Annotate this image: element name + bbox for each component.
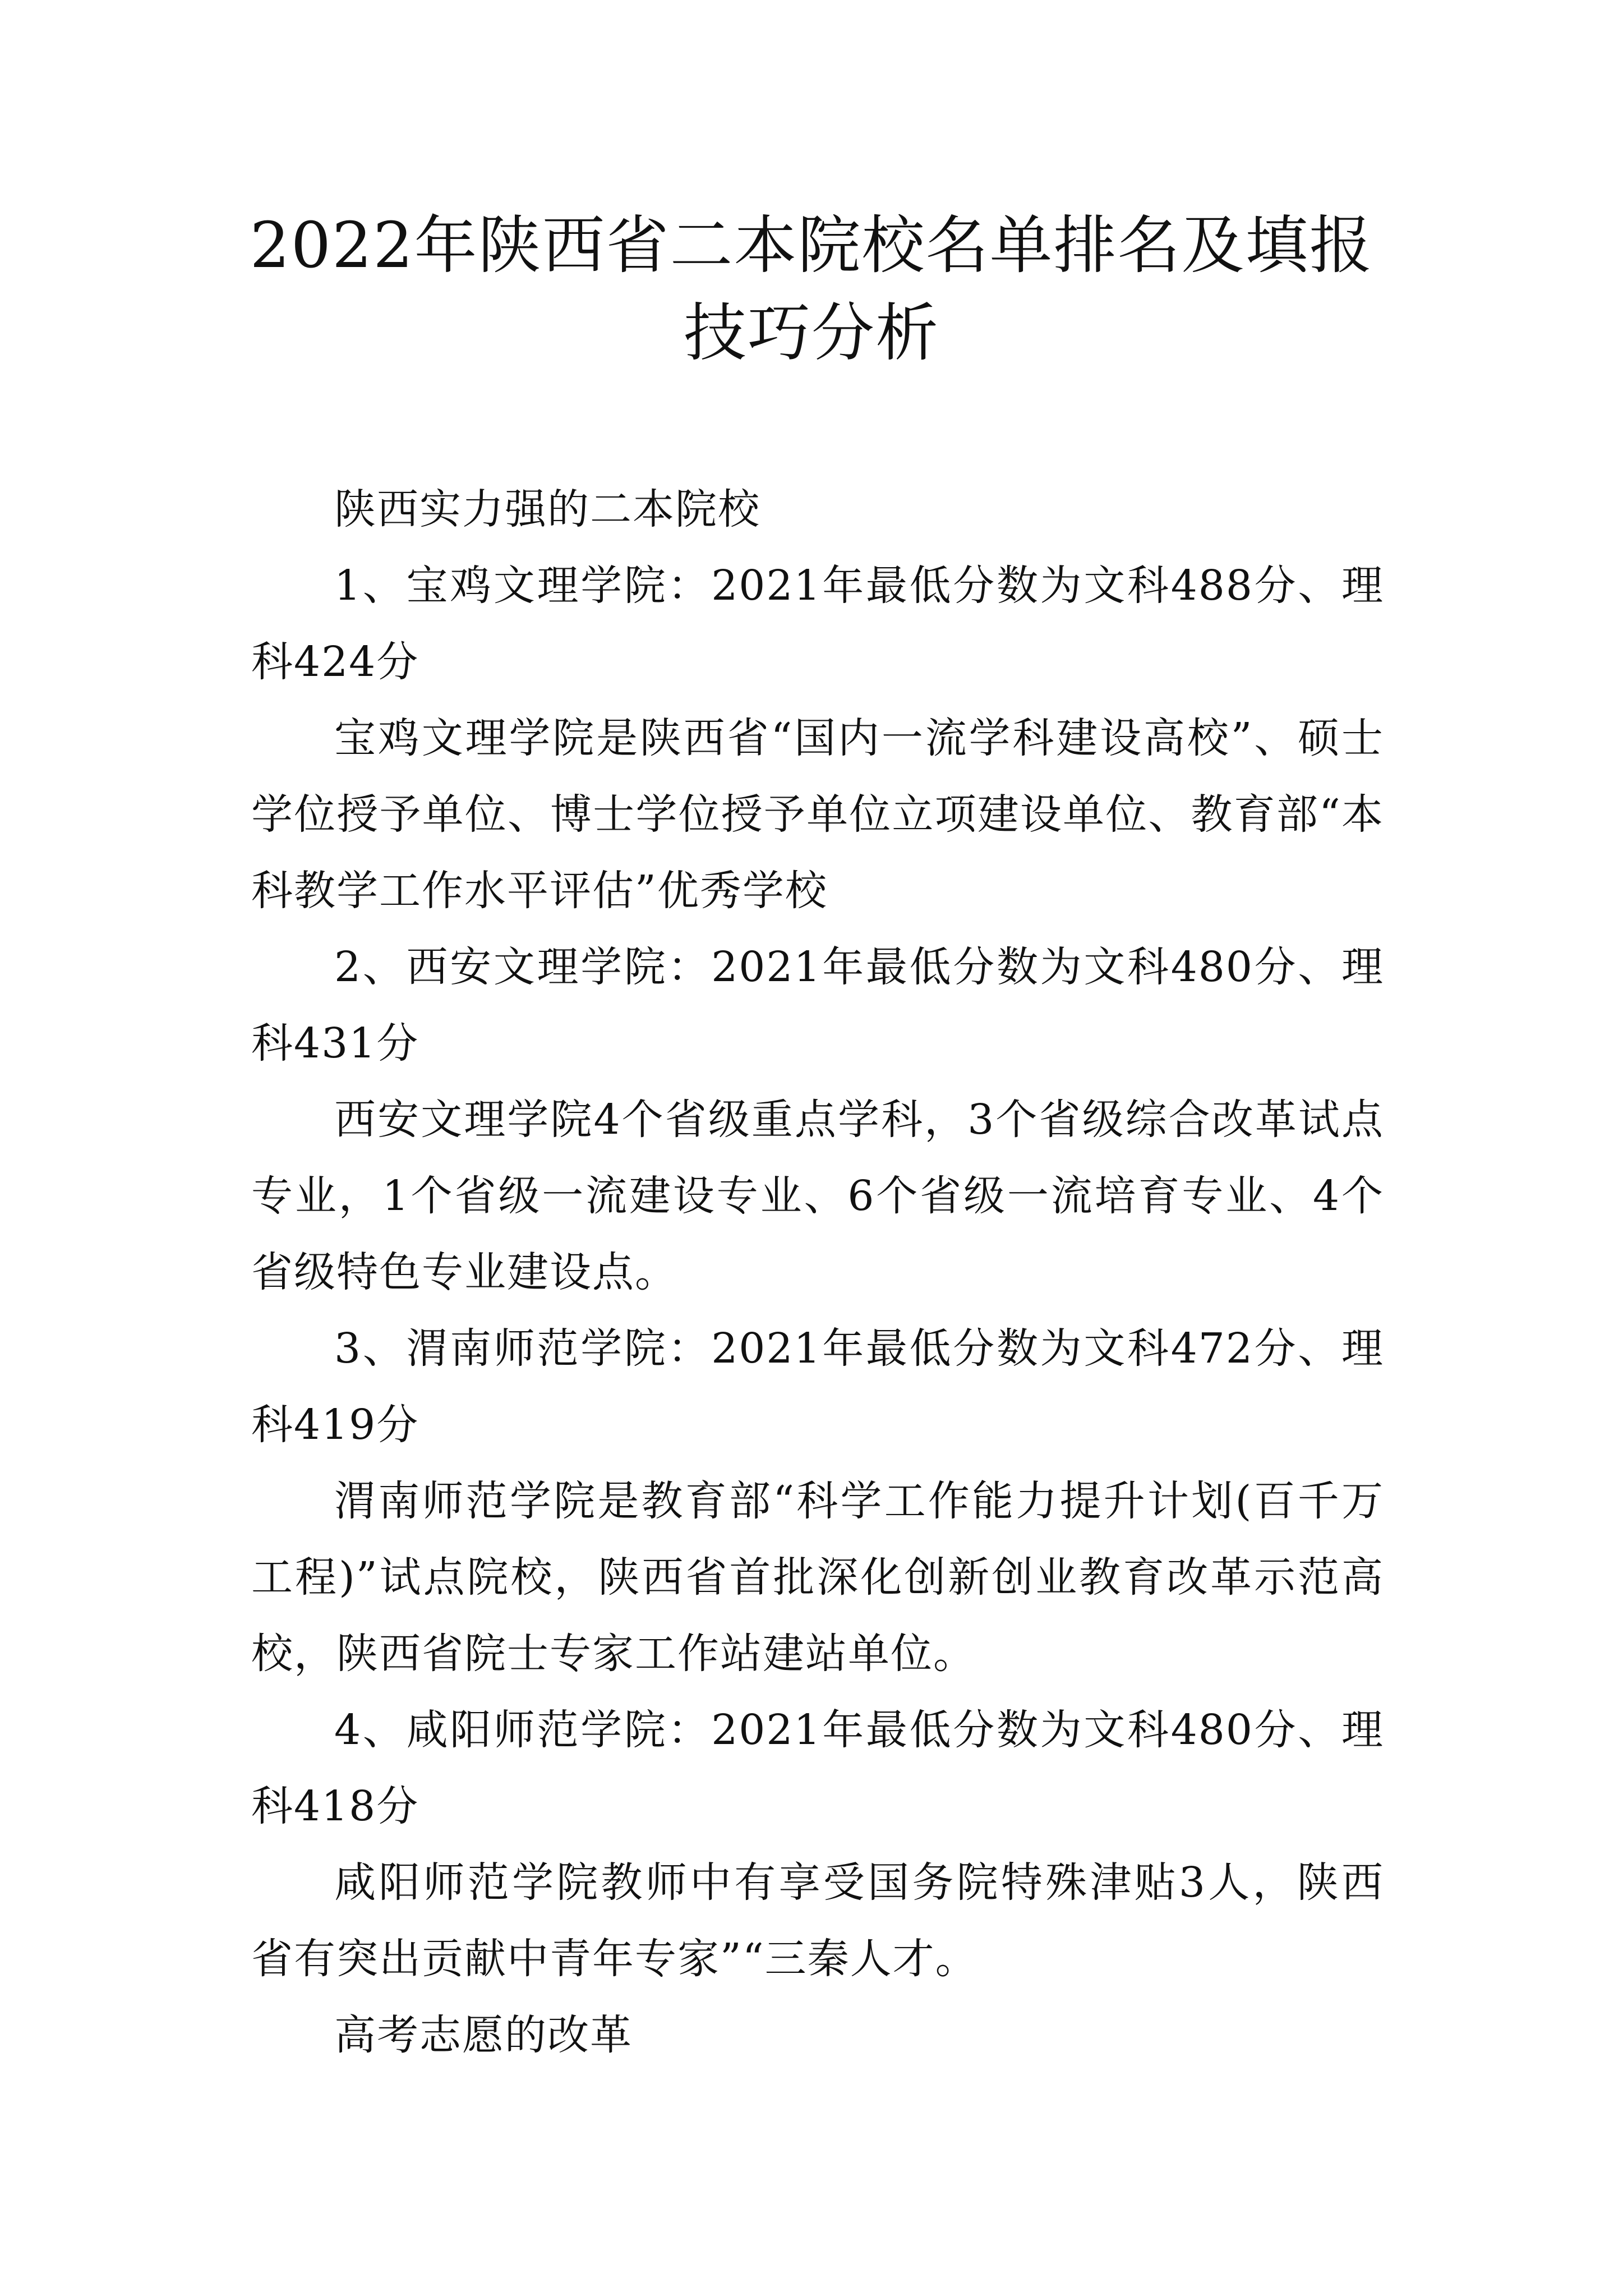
school-3-description: 渭南师范学院是教育部“科学工作能力提升计划(百千万工程)”试点院校，陕西省首批深化创新创业教育改革示范高校，陕西省院士专家工作站建站单位。 bbox=[251, 1477, 1384, 1678]
school-4-description: 咸阳师范学院教师中有享受国务院特殊津贴3人，陕西省有突出贡献中青年专家”“三秦人才。 bbox=[251, 1858, 1384, 1983]
section-heading-strong-schools: 陕西实力强的二本院校 bbox=[334, 485, 760, 533]
document-title: 2022年陕西省二本院校名单排名及填报技巧分析 bbox=[250, 209, 1373, 370]
school-3-score-line: 3、渭南师范学院：2021年最低分数为文科472分、理科419分 bbox=[251, 1324, 1384, 1449]
school-2-score-line: 2、西安文理学院：2021年最低分数为文科480分、理科431分 bbox=[251, 943, 1384, 1068]
school-4-score-line: 4、咸阳师范学院：2021年最低分数为文科480分、理科418分 bbox=[251, 1706, 1384, 1830]
document-body bbox=[251, 471, 1384, 2073]
school-2-description: 西安文理学院4个省级重点学科，3个省级综合改革试点专业，1个省级一流建设专业、6个省级一流培育专业、4个省级特色专业建设点。 bbox=[251, 1096, 1384, 1296]
school-1-description: 宝鸡文理学院是陕西省“国内一流学科建设高校”、硕士学位授予单位、博士学位授予单位立项建设单位、教育部“本科教学工作水平评估”优秀学校 bbox=[251, 714, 1384, 915]
school-1-score-line: 1、宝鸡文理学院：2021年最低分数为文科488分、理科424分 bbox=[251, 562, 1384, 686]
section-heading-reform: 高考志愿的改革 bbox=[334, 2011, 633, 2059]
